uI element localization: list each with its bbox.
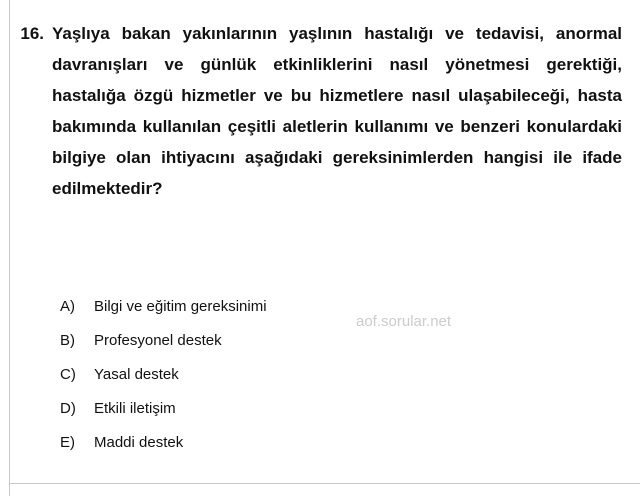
option-b[interactable]: [60, 329, 580, 352]
question-number: 16.: [20, 24, 44, 43]
option-e-letter: E): [60, 434, 75, 451]
option-d[interactable]: [60, 397, 580, 420]
watermark-center: aof.sorular.net: [356, 313, 452, 330]
option-a[interactable]: [60, 295, 580, 318]
option-c[interactable]: [60, 363, 580, 386]
option-a-letter: A): [60, 298, 75, 315]
bottom-border-rule: [9, 483, 640, 484]
option-c-letter: C): [60, 366, 76, 383]
option-e-label: Maddi destek: [94, 434, 184, 451]
option-b-letter: B): [60, 332, 75, 349]
option-d-letter: D): [60, 400, 76, 417]
options-list: [60, 295, 580, 465]
option-d-label: Etkili iletişim: [94, 400, 176, 417]
option-c-label: Yasal destek: [94, 366, 179, 383]
left-border-rule: [9, 0, 10, 496]
option-b-label: Profesyonel destek: [94, 332, 222, 349]
question-block: [18, 18, 622, 235]
option-a-label: Bilgi ve eğitim gereksinimi: [94, 298, 267, 315]
option-e[interactable]: [60, 431, 580, 454]
question-text: Yaşlıya bakan yakınlarının yaşlının hastalığı ve tedavisi, anormal davranışları ve günlük etkinliklerini nasıl yönetmesi gerektiği, hastalığa özgü hizmetler ve bu hizmetlere nasıl ulaşabileceği, hasta bakımında kullanılan çeşitli aletlerin kullanımı ve benzeri konulardaki bilgiye olan ihtiyacını aşağıdaki gereksinimlerden hangisi ile ifade edilmektedir?: [52, 24, 622, 198]
